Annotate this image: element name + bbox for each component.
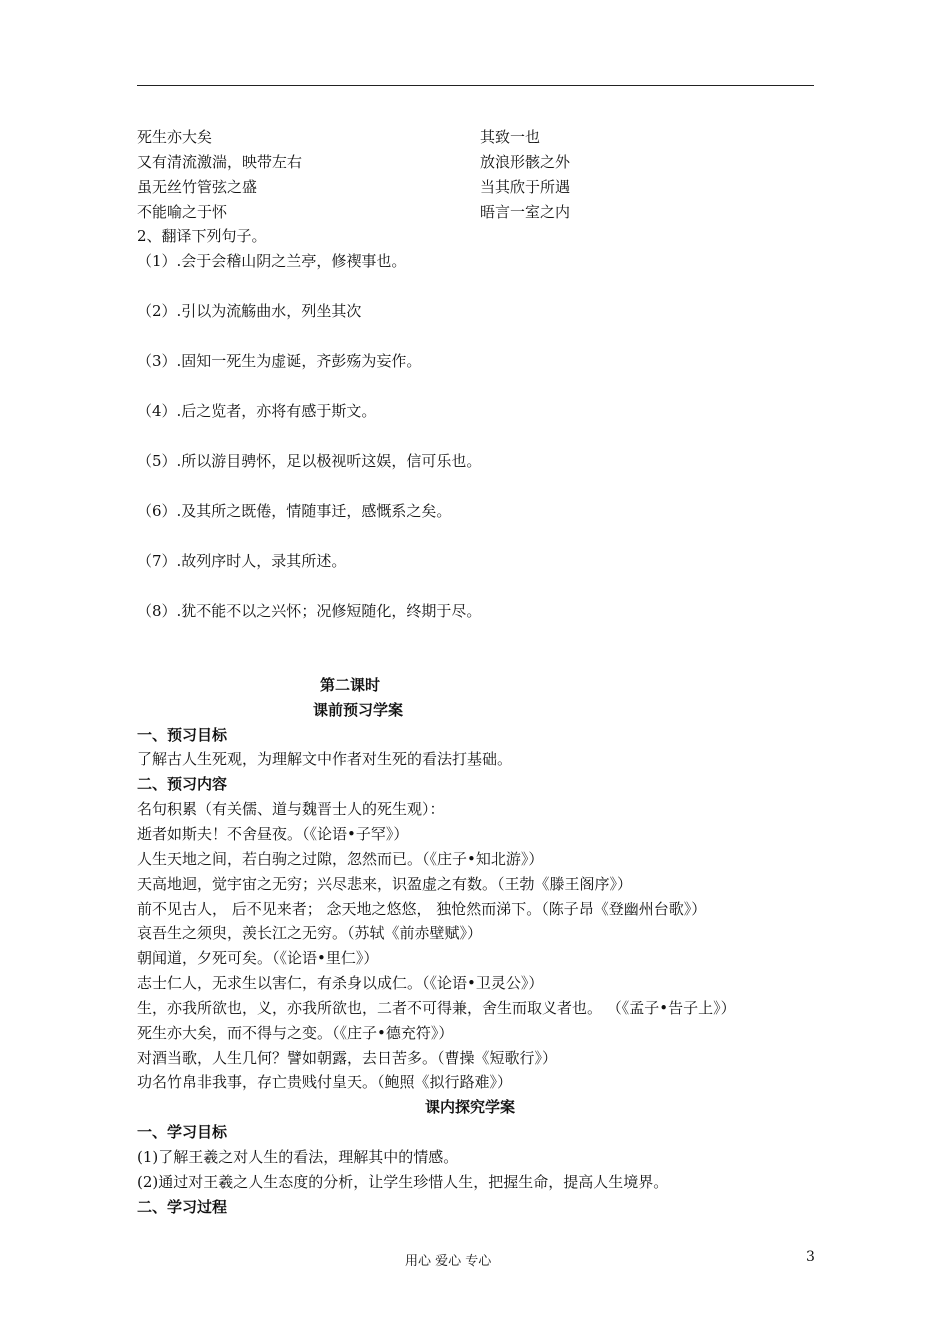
study-goal-1: (1)了解王羲之对人生的看法，理解其中的情感。 <box>137 1148 459 1166</box>
quote-line: 前不见古人， 后不见来者； 念天地之悠悠， 独怆然而涕下。（陈子昂《登幽州台歌》） <box>137 900 707 918</box>
preview-goal-heading: 一、预习目标 <box>137 726 228 744</box>
page-footer: 用心 爱心 专心 <box>405 1254 492 1269</box>
quote-line: 人生天地之间，若白驹之过隙，忽然而已。（《庄子•知北游》） <box>137 850 544 868</box>
study-goal-2: (2)通过对王羲之人生态度的分析，让学生珍惜人生，把握生命，提高人生境界。 <box>137 1173 669 1191</box>
study-goal-heading: 一、学习目标 <box>137 1123 228 1141</box>
sentence-1: （1）.会于会稽山阴之兰亭，修禊事也。 <box>137 252 407 270</box>
sentence-4: （4）.后之览者，亦将有感于斯文。 <box>137 402 377 420</box>
quote-line: 逝者如斯夫！不舍昼夜。（《论语•子罕》） <box>137 825 409 843</box>
pair-left-1: 死生亦大矣 <box>137 128 213 146</box>
pair-right-2: 放浪形骸之外 <box>480 153 571 171</box>
sentence-6: （6）.及其所之既倦，情随事迁，感慨系之矣。 <box>137 502 452 520</box>
preview-content-heading: 二、预习内容 <box>137 775 228 793</box>
sentence-2: （2）.引以为流觞曲水，列坐其次 <box>137 302 362 320</box>
sentence-5: （5）.所以游目骋怀，足以极视听这娱，信可乐也。 <box>137 452 482 470</box>
page-number: 3 <box>806 1249 815 1265</box>
sentence-8: （8）.犹不能不以之兴怀；况修短随化，终期于尽。 <box>137 602 482 620</box>
pair-right-4: 晤言一室之内 <box>480 203 571 221</box>
preview-title: 课前预习学案 <box>313 701 404 719</box>
lesson-title: 第二课时 <box>320 676 381 694</box>
pair-left-4: 不能喻之于怀 <box>137 203 228 221</box>
quote-intro: 名句积累（有关儒、道与魏晋士人的死生观）： <box>137 800 445 818</box>
study-process-heading: 二、学习过程 <box>137 1198 228 1216</box>
quote-line: 生，亦我所欲也，义，亦我所欲也，二者不可得兼，舍生而取义者也。 （《孟子•告子上》） <box>137 999 736 1017</box>
quote-line: 天高地迥，觉宇宙之无穷；兴尽悲来，识盈虚之有数。（王勃《滕王阁序》） <box>137 875 633 893</box>
header-rule <box>137 85 814 86</box>
pair-left-2: 又有清流激湍，映带左右 <box>137 153 303 171</box>
sentence-7: （7）.故列序时人，录其所述。 <box>137 552 347 570</box>
quote-line: 死生亦大矣，而不得与之变。（《庄子•德充符》） <box>137 1024 454 1042</box>
translate-heading: 2、翻译下列句子。 <box>137 227 267 245</box>
inclass-title: 课内探究学案 <box>425 1098 516 1116</box>
quote-line: 哀吾生之须臾，羡长江之无穷。（苏轼《前赤壁赋》） <box>137 924 483 942</box>
pair-left-3: 虽无丝竹管弦之盛 <box>137 178 258 196</box>
preview-goal-text: 了解古人生死观，为理解文中作者对生死的看法打基础。 <box>137 750 513 768</box>
quote-line: 朝闻道，夕死可矣。（《论语•里仁》） <box>137 949 379 967</box>
sentence-3: （3）.固知一死生为虚诞，齐彭殇为妄作。 <box>137 352 422 370</box>
quote-line: 功名竹帛非我事，存亡贵贱付皇天。（鲍照《拟行路难》） <box>137 1073 513 1091</box>
quote-line: 志士仁人，无求生以害仁，有杀身以成仁。（《论语•卫灵公》） <box>137 974 544 992</box>
pair-right-1: 其致一也 <box>480 128 541 146</box>
pair-right-3: 当其欣于所遇 <box>480 178 571 196</box>
quote-line: 对酒当歌，人生几何？譬如朝露，去日苦多。（曹操《短歌行》） <box>137 1049 558 1067</box>
